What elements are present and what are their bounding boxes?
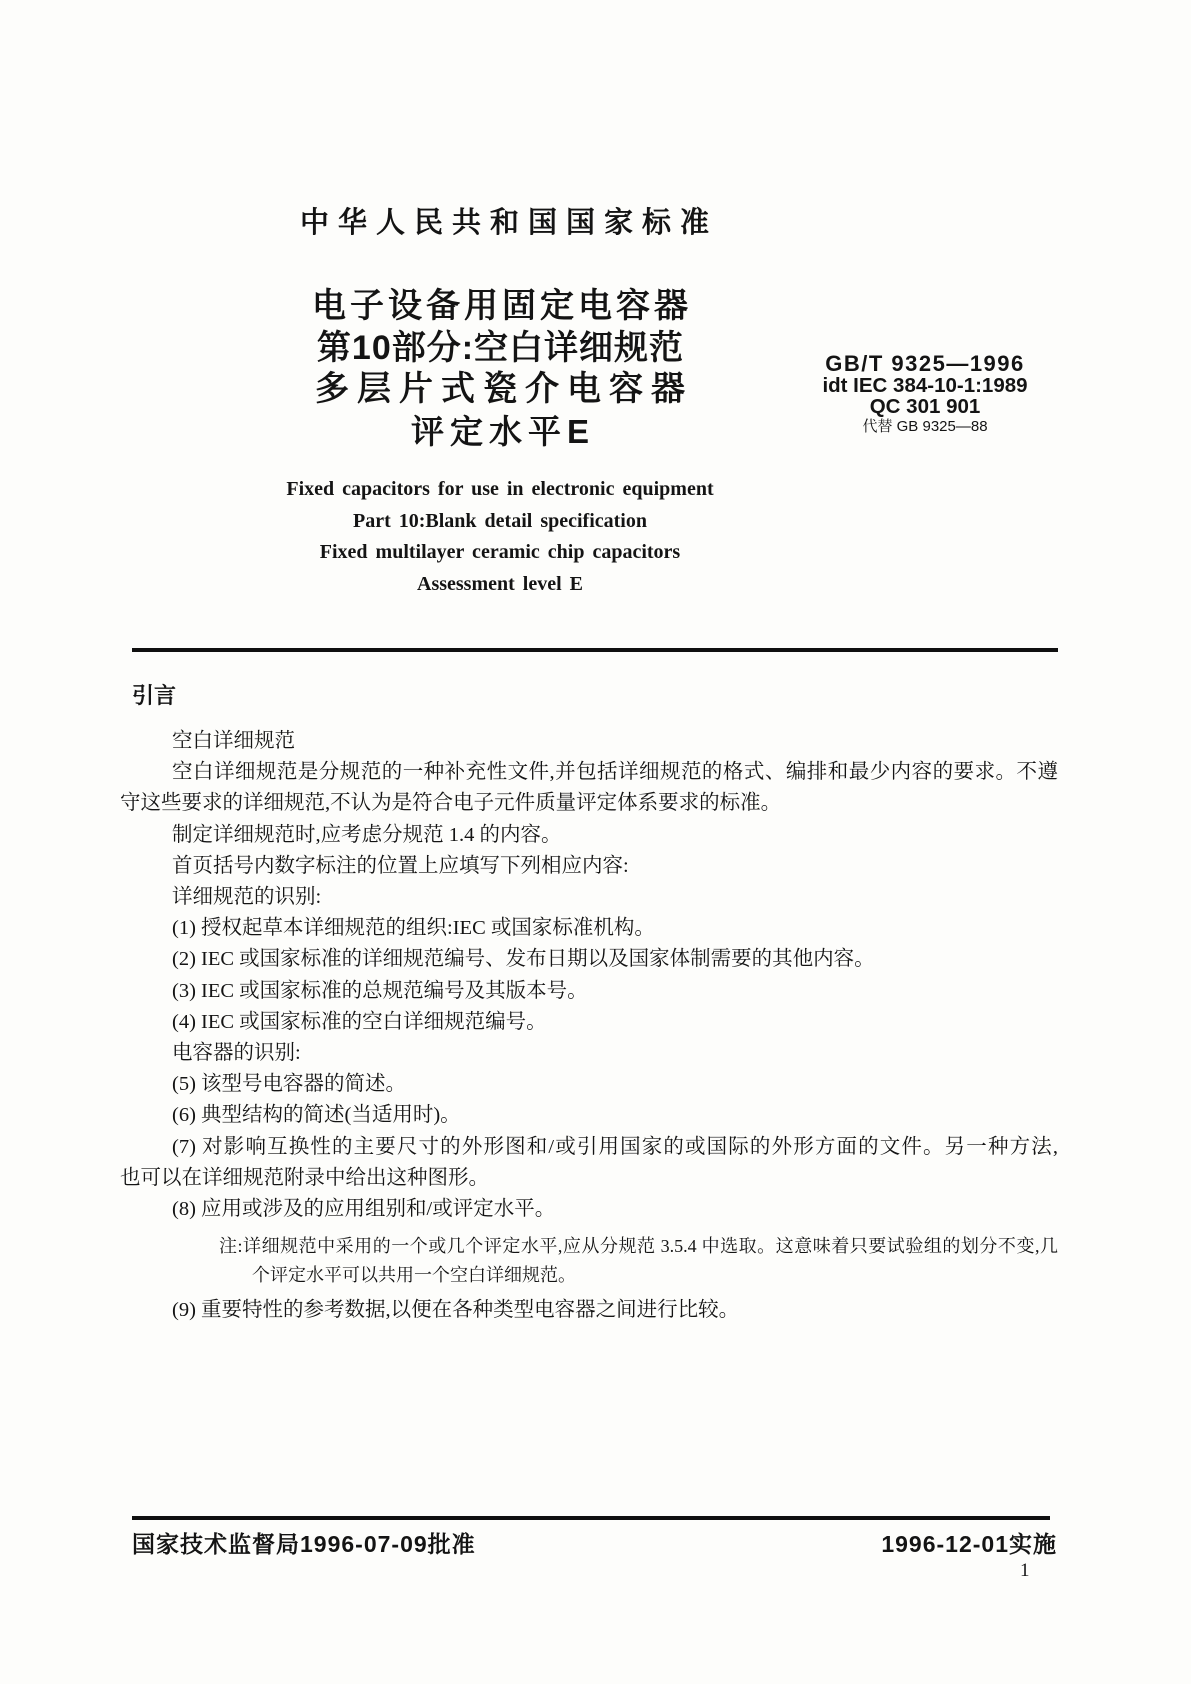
approval-statement: 国家技术监督局1996-07-09批准 <box>132 1531 476 1557</box>
english-title-block <box>130 474 870 600</box>
english-title-line-4: Assessment level E <box>417 572 583 595</box>
english-title-line-3: Fixed multilayer ceramic chip capacitors <box>319 541 681 563</box>
body-line: (5) 该型号电容器的简述。 <box>172 1073 407 1096</box>
body-text <box>120 726 1058 1326</box>
body-line: 空白详细规范是分规范的一种补充性文件,并包括详细规范的格式、编排和最少内容的要求。不遵 <box>172 761 1058 784</box>
body-line: (9) 重要特性的参考数据,以便在各种类型电容器之间进行比较。 <box>172 1299 740 1322</box>
body-line: 首页括号内数字标注的位置上应填写下列相应内容: <box>172 854 629 877</box>
body-line: 电容器的识别: <box>172 1042 301 1065</box>
english-title-line-1: Fixed capacitors for use in electronic equipment <box>286 478 714 500</box>
body-line: (7) 对影响互换性的主要尺寸的外形图和/或引用国家的或国际的外形方面的文件。另一种方法, <box>172 1135 1058 1158</box>
body-line: (6) 典型结构的简述(当适用时)。 <box>172 1104 461 1127</box>
standard-number-qc: QC 301 901 <box>869 395 981 418</box>
header-divider-rule <box>132 648 1058 652</box>
body-note-line: 注:详细规范中采用的一个或几个评定水平,应从分规范 3.5.4 中选取。这意味着只要试验组的划分不变,几 <box>219 1236 1058 1257</box>
body-line: 制定详细规范时,应考虑分规范 1.4 的内容。 <box>172 823 562 846</box>
english-title-line-2: Part 10:Blank detail specification <box>353 509 647 532</box>
page-number: 1 <box>1020 1560 1030 1581</box>
footer-divider-rule <box>132 1516 1050 1520</box>
standard-number-gb: GB/T 9325—1996 <box>825 351 1025 376</box>
standard-number-iec: idt IEC 384-10-1:1989 <box>822 374 1028 397</box>
body-line: (4) IEC 或国家标准的空白详细规范编号。 <box>172 1010 547 1033</box>
body-line: (2) IEC 或国家标准的详细规范编号、发布日期以及国家体制需要的其他内容。 <box>172 948 875 971</box>
national-standard-label: 中华人民共和国国家标准 <box>299 207 718 239</box>
body-line: 守这些要求的详细规范,不认为是符合电子元件质量评定体系要求的标准。 <box>120 792 782 815</box>
title-line-2: 第10部分:空白详细规范 <box>316 328 685 367</box>
body-line: (1) 授权起草本详细规范的组织:IEC 或国家标准机构。 <box>172 917 655 940</box>
title-line-1: 电子设备用固定电容器 <box>312 287 692 325</box>
body-note-line: 个评定水平可以共用一个空白详细规范。 <box>252 1265 576 1286</box>
body-line: (3) IEC 或国家标准的总规范编号及其版本号。 <box>172 979 588 1002</box>
implementation-statement: 1996-12-01实施 <box>881 1531 1057 1557</box>
replaces-note: 代替 GB 9325—88 <box>862 418 988 435</box>
title-block <box>130 286 870 452</box>
standard-code-block <box>798 352 1052 436</box>
title-line-3: 多层片式瓷介电容器 <box>315 370 693 408</box>
body-line: 详细规范的识别: <box>172 886 322 909</box>
title-line-4: 评定水平E <box>410 412 595 450</box>
body-line: 空白详细规范 <box>172 730 295 752</box>
body-line: (8) 应用或涉及的应用组别和/或评定水平。 <box>172 1198 556 1221</box>
body-line: 也可以在详细规范附录中给出这种图形。 <box>120 1166 489 1189</box>
section-heading-introduction: 引言 <box>132 683 177 708</box>
